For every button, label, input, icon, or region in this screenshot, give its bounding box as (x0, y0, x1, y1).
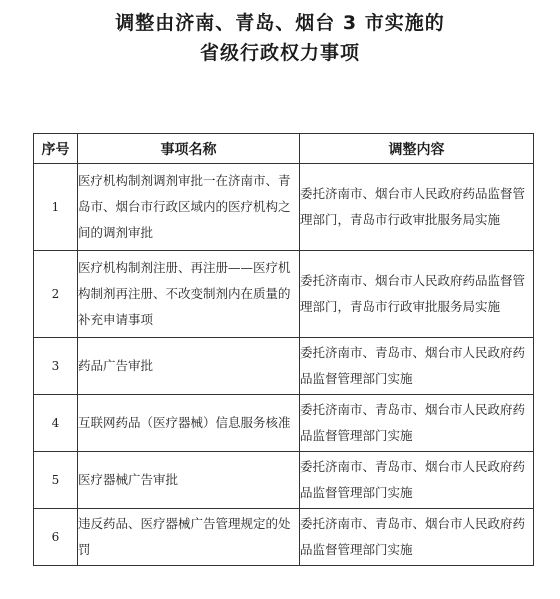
adjustment-content-cell: 委托济南市、青岛市、烟台市人民政府药品监督管理部门实施 (300, 509, 534, 566)
table-row (34, 338, 534, 395)
power-items-table (33, 133, 534, 566)
row-number: 6 (34, 509, 78, 566)
column-header-name: 事项名称 (78, 134, 300, 164)
adjustment-content-cell: 委托济南市、烟台市人民政府药品监督管理部门，青岛市行政审批服务局实施 (300, 164, 534, 251)
table-header-row (34, 134, 534, 164)
row-number: 2 (34, 251, 78, 338)
item-name-cell: 互联网药品（医疗器械）信息服务核准 (78, 395, 300, 452)
row-number: 4 (34, 395, 78, 452)
table-body (34, 164, 534, 566)
document-title-line-2: 省级行政权力事项 (199, 42, 360, 64)
adjustment-content-cell: 委托济南市、烟台市人民政府药品监督管理部门，青岛市行政审批服务局实施 (300, 251, 534, 338)
adjustment-content-cell: 委托济南市、青岛市、烟台市人民政府药品监督管理部门实施 (300, 452, 534, 509)
column-header-content: 调整内容 (300, 134, 534, 164)
item-name-cell: 医疗器械广告审批 (78, 452, 300, 509)
table-row (34, 164, 534, 251)
item-name-cell: 违反药品、医疗器械广告管理规定的处罚 (78, 509, 300, 566)
row-number: 5 (34, 452, 78, 509)
row-number: 3 (34, 338, 78, 395)
table-row (34, 452, 534, 509)
item-name-cell: 医疗机构制剂注册、再注册——医疗机构制剂再注册、不改变制剂内在质量的补充申请事项 (78, 251, 300, 338)
adjustment-content-cell: 委托济南市、青岛市、烟台市人民政府药品监督管理部门实施 (300, 395, 534, 452)
item-name-cell: 医疗机构制剂调剂审批一在济南市、青岛市、烟台市行政区域内的医疗机构之间的调剂审批 (78, 164, 300, 251)
item-name-cell: 药品广告审批 (78, 338, 300, 395)
column-header-no: 序号 (34, 134, 78, 164)
table-row (34, 395, 534, 452)
table-header (34, 134, 534, 164)
row-number: 1 (34, 164, 78, 251)
table-row (34, 251, 534, 338)
document-title-line-1: 调整由济南、青岛、烟台 3 市实施的 (115, 12, 445, 34)
adjustment-content-cell: 委托济南市、青岛市、烟台市人民政府药品监督管理部门实施 (300, 338, 534, 395)
table-row (34, 509, 534, 566)
